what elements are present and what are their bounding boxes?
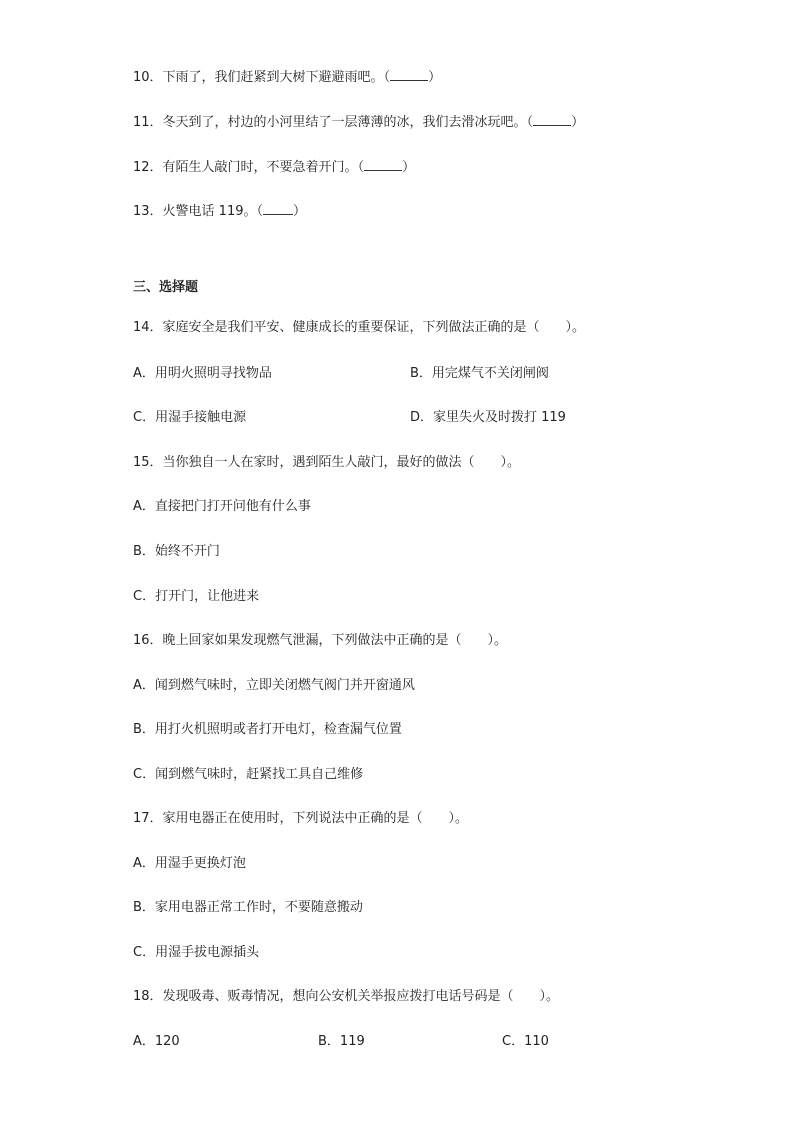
item-text: 冬天到了，村边的小河里结了一层薄薄的冰，我们去滑冰玩吧。	[162, 115, 527, 130]
section-title: 三、选择题	[133, 280, 199, 295]
item-number: 11．	[133, 115, 163, 130]
answer-blank[interactable]	[364, 158, 402, 171]
item-number: 10．	[133, 70, 163, 85]
answer-blank[interactable]	[390, 68, 428, 81]
question-17-option-c[interactable]: C．用湿手拔电源插头	[133, 945, 260, 960]
question-16-option-a[interactable]: A．闻到燃气味时，立即关闭燃气阀门并开窗通风	[133, 678, 415, 693]
item-number: 12．	[133, 160, 163, 175]
answer-blank[interactable]	[263, 202, 293, 215]
item-number: 13．	[133, 204, 163, 219]
question-14-option-d[interactable]: D．家里失火及时拨打 119	[410, 410, 566, 425]
item-text: 下雨了，我们赶紧到大树下避避雨吧。	[162, 70, 384, 85]
tf-item-13: 13．火警电话 119。（ ）	[133, 204, 307, 219]
item-text: 有陌生人敲门时，不要急着开门。	[162, 160, 358, 175]
question-15-option-c[interactable]: C．打开门，让他进来	[133, 589, 260, 604]
question-18-option-b[interactable]: B．119	[318, 1034, 365, 1049]
tf-item-12: 12．有陌生人敲门时，不要急着开门。（ ）	[133, 160, 416, 175]
question-18-option-c[interactable]: C．110	[502, 1034, 549, 1049]
question-17-option-b[interactable]: B．家用电器正常工作时，不要随意搬动	[133, 900, 363, 915]
question-16-option-c[interactable]: C．闻到燃气味时，赶紧找工具自己维修	[133, 767, 364, 782]
question-14-option-c[interactable]: C．用湿手接触电源	[133, 410, 247, 425]
question-14-option-a[interactable]: A．用明火照明寻找物品	[133, 366, 272, 381]
question-14-stem: 14．家庭安全是我们平安、健康成长的重要保证，下列做法正确的是（ ）。	[133, 320, 586, 335]
question-17-option-a[interactable]: A．用湿手更换灯泡	[133, 856, 246, 871]
question-16-option-b[interactable]: B．用打火机照明或者打开电灯，检查漏气位置	[133, 722, 402, 737]
answer-blank[interactable]	[533, 113, 571, 126]
question-15-stem: 15．当你独自一人在家时，遇到陌生人敲门，最好的做法（ ）。	[133, 455, 521, 470]
question-14-option-b[interactable]: B．用完煤气不关闭闸阀	[410, 366, 549, 381]
question-15-option-a[interactable]: A．直接把门打开问他有什么事	[133, 499, 311, 514]
question-16-stem: 16．晚上回家如果发现燃气泄漏，下列做法中正确的是（ ）。	[133, 633, 508, 648]
question-18-stem: 18．发现吸毒、贩毒情况，想向公安机关举报应拨打电话号码是（ ）。	[133, 989, 560, 1004]
tf-item-10: 10．下雨了，我们赶紧到大树下避避雨吧。（ ）	[133, 70, 442, 85]
question-17-stem: 17．家用电器正在使用时，下列说法中正确的是（ ）。	[133, 811, 469, 826]
item-text: 火警电话 119。	[162, 204, 257, 219]
question-18-option-a[interactable]: A．120	[133, 1034, 180, 1049]
tf-item-11: 11．冬天到了，村边的小河里结了一层薄薄的冰，我们去滑冰玩吧。（ ）	[133, 115, 585, 130]
question-15-option-b[interactable]: B．始终不开门	[133, 544, 220, 559]
